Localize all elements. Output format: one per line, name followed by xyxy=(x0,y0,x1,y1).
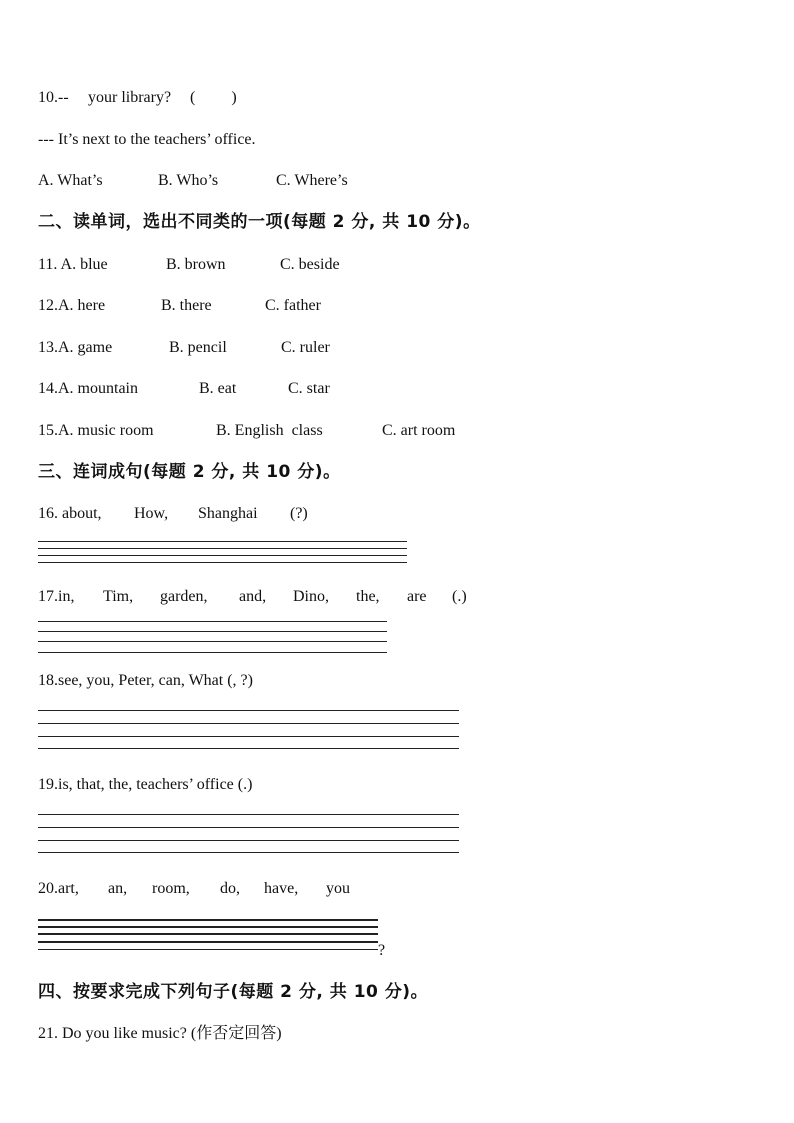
section2-title: 二、读单词，选出不同类的一项(每题 2 分, 共 10 分)。 xyxy=(38,212,481,232)
q10-option-c: C. Where’s xyxy=(276,172,348,189)
q20-answer-line[interactable] xyxy=(38,949,378,950)
q20-word: do, xyxy=(220,880,240,897)
q15-option-c: C. art room xyxy=(382,422,456,439)
q18-answer-line[interactable] xyxy=(38,736,459,737)
q17-answer-line[interactable] xyxy=(38,652,387,653)
q15-option-b: B. English class xyxy=(216,422,323,439)
q14-option-b: B. eat xyxy=(199,380,237,397)
q16-word: How, xyxy=(134,505,169,522)
q20-question-mark: ? xyxy=(378,942,386,959)
q13-option-a: 13.A. game xyxy=(38,339,113,356)
q17-answer-line[interactable] xyxy=(38,621,387,622)
q10-number: 10.-- xyxy=(38,89,69,106)
q20-word: have, xyxy=(264,880,299,897)
q16-word: Shanghai xyxy=(198,505,258,522)
q18-answer-line[interactable] xyxy=(38,723,459,724)
q19-answer-line[interactable] xyxy=(38,852,459,853)
q16-word: 16. about, xyxy=(38,505,102,522)
q10-option-b: B. Who’s xyxy=(158,172,219,189)
q10-stem: your library? xyxy=(88,89,172,106)
q19-answer-line[interactable] xyxy=(38,827,459,828)
q20-answer-line[interactable] xyxy=(38,926,378,928)
q16-answer-line[interactable] xyxy=(38,541,407,542)
q20-word: you xyxy=(326,880,350,897)
q14-option-c: C. star xyxy=(288,380,330,397)
q14-option-a: 14.A. mountain xyxy=(38,380,138,397)
q13-option-c: C. ruler xyxy=(281,339,330,356)
q17-word: Dino, xyxy=(293,588,329,605)
q10-dialog-reply: --- It’s next to the teachers’ office. xyxy=(38,131,256,148)
q17-answer-line[interactable] xyxy=(38,641,387,642)
q20-answer-line[interactable] xyxy=(38,941,378,943)
q17-word: the, xyxy=(356,588,380,605)
q12-option-c: C. father xyxy=(265,297,321,314)
q16-answer-line[interactable] xyxy=(38,548,407,549)
q12-option-b: B. there xyxy=(161,297,212,314)
q11-option-a: 11. A. blue xyxy=(38,256,108,273)
q17-word: Tim, xyxy=(103,588,134,605)
q17-word: and, xyxy=(239,588,267,605)
q20-word: an, xyxy=(108,880,128,897)
q19-prompt: 19.is, that, the, teachers’ office (.) xyxy=(38,776,253,793)
q17-answer-line[interactable] xyxy=(38,631,387,632)
q10-answer-paren[interactable]: ( ) xyxy=(190,89,237,106)
q20-answer-line[interactable] xyxy=(38,933,378,935)
q18-answer-line[interactable] xyxy=(38,710,459,711)
q10-option-a: A. What’s xyxy=(38,172,103,189)
q17-word: garden, xyxy=(160,588,208,605)
q15-option-a: 15.A. music room xyxy=(38,422,154,439)
q16-answer-line[interactable] xyxy=(38,562,407,563)
section3-title: 三、连词成句(每题 2 分, 共 10 分)。 xyxy=(38,462,341,482)
q13-option-b: B. pencil xyxy=(169,339,227,356)
q20-word: room, xyxy=(152,880,190,897)
q16-answer-line[interactable] xyxy=(38,555,407,556)
q17-word: 17.in, xyxy=(38,588,75,605)
q20-answer-line[interactable] xyxy=(38,919,378,921)
q19-answer-line[interactable] xyxy=(38,840,459,841)
q11-option-c: C. beside xyxy=(280,256,340,273)
q20-word: 20.art, xyxy=(38,880,79,897)
q12-option-a: 12.A. here xyxy=(38,297,106,314)
q18-prompt: 18.see, you, Peter, can, What (, ?) xyxy=(38,672,253,689)
q19-answer-line[interactable] xyxy=(38,814,459,815)
q21-prompt: 21. Do you like music? (作否定回答) xyxy=(38,1025,282,1042)
section4-title: 四、按要求完成下列句子(每题 2 分, 共 10 分)。 xyxy=(38,982,429,1002)
q16-word: (?) xyxy=(290,505,308,522)
q17-word: (.) xyxy=(452,588,467,605)
q11-option-b: B. brown xyxy=(166,256,226,273)
q18-answer-line[interactable] xyxy=(38,748,459,749)
q17-word: are xyxy=(407,588,427,605)
